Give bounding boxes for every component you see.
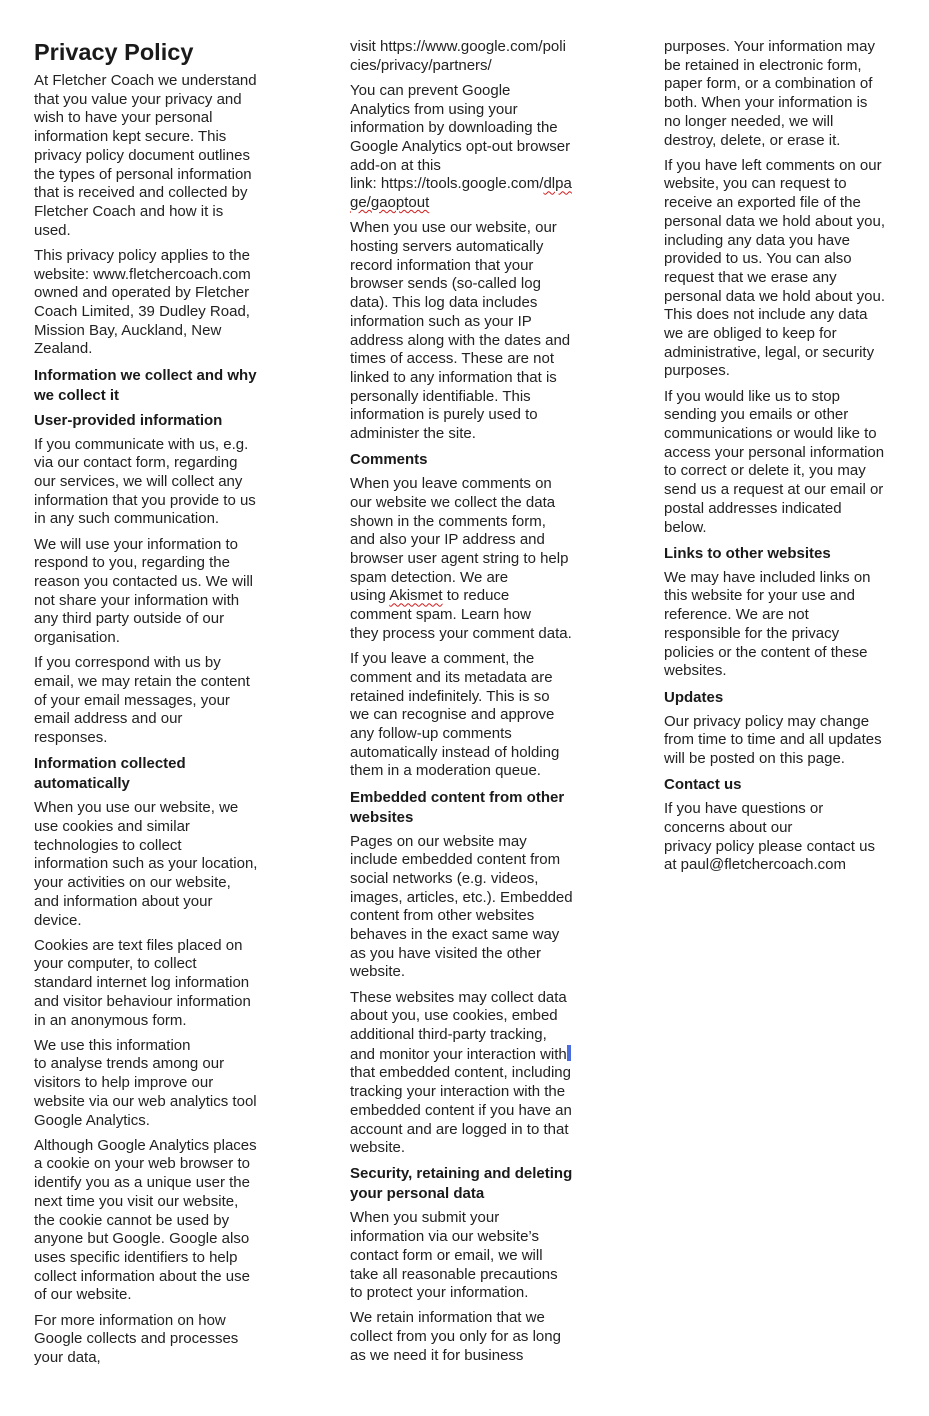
text-line: comment spam. Learn how [350, 606, 531, 624]
heading-updates: Updates [664, 688, 724, 706]
text-line: We will use your information to [34, 535, 238, 553]
text-line: hosting servers automatically [350, 238, 544, 256]
text-line: Security, retaining and deleting [350, 1165, 573, 1183]
text-line: social networks (e.g. videos, [350, 869, 539, 887]
text-line: personally identifiable. This [350, 387, 531, 405]
updates-paragraph [664, 713, 912, 769]
text-line: technologies to collect [34, 836, 182, 854]
text-line: privacy policy document outlines [34, 146, 250, 164]
comments-text-a [350, 475, 598, 587]
text-line: as you have visited the other [350, 944, 541, 962]
heading-collected-automatically [34, 754, 282, 794]
text-line: times of access. These are not [350, 350, 554, 368]
text-line: to analyse trends among our [34, 1055, 225, 1073]
text-line: websites. [664, 662, 727, 680]
text-line: and visitor behaviour information [34, 992, 251, 1010]
text-line: visit https://www.google.com/poli [350, 38, 566, 55]
auto-paragraph-4 [34, 1137, 282, 1305]
text-line: If you would like us to stop [664, 387, 840, 405]
text-line: take all reasonable precautions [350, 1265, 558, 1283]
text-line: Information collected [34, 755, 186, 773]
heading-links: Links to other websites [664, 544, 831, 562]
text-line: destroy, delete, or erase it. [664, 131, 841, 149]
retention-paragraph [664, 38, 912, 150]
text-line: Our privacy policy may change [664, 712, 870, 730]
text-line: a cookie on your web browser to [34, 1155, 250, 1173]
text-line: owned and operated by Fletcher [34, 284, 250, 302]
text-line: collect from you only for as long [350, 1328, 561, 1346]
text-line: this website for your use and [664, 587, 855, 605]
text-line: Fletcher Coach and how it is [34, 202, 224, 220]
text-line: your data, [34, 1348, 101, 1366]
auto-paragraph-2 [34, 937, 282, 1031]
text-line: be retained in electronic form, [664, 56, 862, 74]
text-line: When you leave comments on [350, 475, 552, 493]
text-line: additional third-party tracking, [350, 1026, 547, 1044]
text-line: concerns about our [664, 818, 793, 836]
text-line: administer the site. [350, 425, 476, 443]
text-line: address along with the dates and [350, 331, 571, 349]
text-line: your activities on our website, [34, 874, 231, 892]
column-1 [34, 38, 282, 1374]
text-line: our website we collect the data [350, 493, 556, 511]
text-line: including any data you have [664, 231, 850, 249]
auto-paragraph-3 [34, 1037, 282, 1131]
text-line: that is received and collected by [34, 184, 248, 202]
heading-embedded-content [350, 788, 598, 828]
text-line: If you have questions or [664, 800, 824, 818]
text-line: our services, we will collect any [34, 472, 243, 490]
text-line: next time you visit our website, [34, 1192, 239, 1210]
user-provided-paragraph-3 [34, 654, 282, 748]
security-paragraph-1 [350, 1209, 598, 1303]
text-line: not share your information with [34, 591, 240, 609]
text-line: privacy policy please contact us [664, 837, 875, 855]
security-paragraph-2 [350, 1309, 598, 1365]
text-line: administrative, legal, or security [664, 343, 875, 361]
text-line: both. When your information is [664, 94, 868, 112]
text-line: your computer, to collect [34, 955, 197, 973]
page-title: Privacy Policy [34, 39, 194, 65]
text-line: that you value your privacy and [34, 90, 242, 108]
text-line: This privacy policy applies to the [34, 246, 250, 264]
text-line: information by downloading the [350, 119, 558, 137]
text-line: include embedded content from [350, 851, 561, 869]
opt-out-link[interactable]: link: https://tools.google.com/dlpa [350, 175, 572, 193]
text-line: spam detection. We are [350, 568, 509, 586]
text-line: personal data we hold about you, [664, 212, 885, 230]
text-line: If you leave a comment, the [350, 650, 535, 668]
text-line: we can recognise and approve [350, 706, 555, 724]
embedded-text-a [350, 989, 598, 1045]
text-line: from time to time and all updates [664, 731, 882, 749]
text-line: Zealand. [34, 340, 93, 358]
text-line: cies/privacy/partners/ [350, 56, 492, 74]
text-line: add-on at this [350, 156, 441, 174]
text-line: Mission Bay, Auckland, New [34, 321, 222, 339]
text-line: retained indefinitely. This is so [350, 687, 550, 705]
text-line: content from other websites [350, 907, 535, 925]
text-line: Pages on our website may [350, 832, 527, 850]
text-line: website, you can request to [664, 175, 847, 193]
text-line: This does not include any data [664, 306, 868, 324]
links-paragraph [664, 569, 912, 681]
text-line: will be posted on this page. [664, 749, 845, 767]
export-data-paragraph [664, 157, 912, 381]
text-line: any follow-up comments [350, 724, 512, 742]
text-line: anyone but Google. Google also [34, 1230, 250, 1248]
text-line: below. [664, 518, 707, 536]
text-line: When you use our website, we [34, 799, 239, 817]
text-line: no longer needed, we will [664, 112, 834, 130]
text-line: If you correspond with us by [34, 654, 221, 672]
text-line: email address and our [34, 710, 183, 728]
text-line: standard internet log information [34, 974, 250, 992]
text-line: we are obliged to keep for [664, 325, 837, 343]
text-line: embedded content if you have an [350, 1101, 572, 1119]
text-line: You can prevent Google [350, 81, 511, 99]
text-line: they process your comment data. [350, 624, 572, 642]
text-line: respond to you, regarding the [34, 554, 230, 572]
stop-communications-paragraph [664, 388, 912, 538]
text-line: provided to us. You can also [664, 250, 852, 268]
text-line: access your personal information [664, 443, 885, 461]
text-line: responses. [34, 729, 108, 747]
user-provided-paragraph-2 [34, 536, 282, 648]
text-line: via our contact form, regarding [34, 454, 238, 472]
text-line: record information that your [350, 256, 534, 274]
text-line: visitors to help improve our [34, 1074, 214, 1092]
text-line: If you have left comments on our [664, 156, 882, 174]
heading-contact: Contact us [664, 776, 742, 794]
text-line: We use this information [34, 1036, 191, 1054]
heading-user-provided: User-provided information [34, 411, 223, 429]
text-line: shown in the comments form, [350, 512, 546, 530]
column-2 [350, 38, 598, 1372]
comments-paragraph-1 [350, 475, 598, 643]
text-line: website via our web analytics tool [34, 1092, 257, 1110]
text-line: about you, use cookies, embed [350, 1007, 558, 1025]
text-line: and also your IP address and [350, 531, 545, 549]
text-line: as we need it for business [350, 1346, 524, 1364]
text-line: Google collects and processes [34, 1330, 239, 1348]
text-line: comment and its metadata are [350, 668, 553, 686]
scope-paragraph [34, 247, 282, 359]
text-line: policies or the content of these [664, 643, 868, 661]
text-line: When you use our website, our [350, 219, 557, 237]
heading-information-we-collect [34, 366, 282, 406]
text-line: browser sends (so-called log [350, 275, 541, 293]
text-line: account and are logged in to that [350, 1120, 569, 1138]
opt-out-text [350, 82, 598, 176]
text-line: sending you emails or other [664, 406, 849, 424]
text-line: purposes. Your information may [664, 38, 875, 55]
heading-comments: Comments [350, 451, 428, 469]
text-line: that embedded content, including [350, 1064, 571, 1082]
text-line: linked to any information that is [350, 368, 557, 386]
text-line: website. [350, 963, 406, 981]
log-data-paragraph [350, 219, 598, 443]
text-line: Cookies are text files placed on [34, 936, 243, 954]
text-line: of your email messages, your [34, 691, 230, 709]
opt-out-paragraph [350, 82, 598, 213]
text-line: Google Analytics opt-out browser [350, 138, 571, 156]
text-line: postal addresses indicated [664, 499, 842, 517]
text-line: to correct or delete it, you may [664, 462, 866, 480]
text-line: data). This log data includes [350, 294, 538, 312]
text-line: your personal data [350, 1185, 485, 1203]
heading-security [350, 1164, 598, 1204]
user-provided-paragraph-1 [34, 436, 282, 530]
text-cursor [567, 1045, 571, 1061]
text-line: any third party outside of our [34, 610, 225, 628]
text-line: Although Google Analytics places [34, 1136, 257, 1154]
text-line: reference. We are not [664, 606, 809, 624]
comments-paragraph-2 [350, 650, 598, 781]
text-line: website: www.fletchercoach.com [34, 265, 251, 283]
text-line: device. [34, 911, 82, 929]
text-line: reason you contacted us. We will [34, 572, 254, 590]
text-line: collect information about the use [34, 1267, 250, 1285]
embedded-text-b [350, 1064, 598, 1158]
text-line: organisation. [34, 629, 120, 647]
text-line: request that we erase any [664, 268, 837, 286]
text-line: These websites may collect data [350, 988, 567, 1006]
text-line: communications or would like to [664, 425, 877, 443]
text-line: information that you provide to us [34, 491, 256, 509]
text-line: personal data we hold about you. [664, 287, 885, 305]
text-line: contact form or email, we will [350, 1246, 543, 1264]
spellcheck-underline: dlpa [543, 175, 572, 193]
text-line: in an anonymous form. [34, 1011, 187, 1029]
text-line: them in a moderation queue. [350, 762, 541, 780]
text-line: We may have included links on [664, 568, 871, 586]
text-line: Coach Limited, 39 Dudley Road, [34, 302, 250, 320]
text-line: When you submit your [350, 1209, 500, 1227]
text-line: website. [350, 1139, 406, 1157]
text-line: images, articles, etc.). Embedded [350, 888, 573, 906]
text-line: If you communicate with us, e.g. [34, 435, 249, 453]
auto-paragraph-1 [34, 799, 282, 930]
text-line: Embedded content from other [350, 788, 565, 806]
text-line: purposes. [664, 362, 730, 380]
embedded-paragraph-1 [350, 833, 598, 983]
text-line: automatically instead of holding [350, 743, 560, 761]
embedded-paragraph-2 [350, 989, 598, 1158]
auto-paragraph-5 [34, 1312, 282, 1368]
cursor-line: and monitor your interaction with [350, 1045, 598, 1065]
text-line: information kept secure. This [34, 128, 227, 146]
text-line: we collect it [34, 386, 120, 404]
text-line: At Fletcher Coach we understand [34, 72, 257, 89]
text-line: of our website. [34, 1286, 132, 1304]
text-line: used. [34, 221, 71, 239]
text-line: receive an exported file of the [664, 194, 861, 212]
comments-text-b [350, 606, 598, 643]
akismet-line: using Akismet to reduce [350, 587, 510, 605]
text-line: information such as your IP [350, 312, 532, 330]
text-line: to protect your information. [350, 1284, 529, 1302]
contact-paragraph [664, 800, 912, 875]
text-line: email, we may retain the content [34, 672, 250, 690]
google-partners-paragraph [350, 38, 598, 75]
text-line: Google Analytics. [34, 1111, 150, 1129]
text-line: uses specific identifiers to help [34, 1248, 238, 1266]
text-line: Information we collect and why [34, 366, 257, 384]
text-line: wish to have your personal [34, 109, 213, 127]
text-line: send us a request at our email or [664, 481, 884, 499]
text-line: responsible for the privacy [664, 624, 840, 642]
text-line: browser user agent string to help [350, 550, 569, 568]
text-line: Analytics from using your [350, 100, 518, 118]
text-line: tracking your interaction with the [350, 1083, 566, 1101]
text-line: at paul@fletchercoach.com [664, 856, 846, 874]
column-3 [664, 38, 912, 881]
akismet-link[interactable]: Akismet [389, 587, 443, 605]
text-line: information via our website’s [350, 1228, 539, 1246]
text-line: use cookies and similar [34, 818, 190, 835]
text-line: websites [350, 808, 414, 826]
text-line: the cookie cannot be used by [34, 1211, 230, 1229]
intro-paragraph [34, 72, 282, 240]
text-line: We retain information that we [350, 1309, 545, 1327]
text-line: in any such communication. [34, 510, 220, 528]
text-line: information is purely used to [350, 406, 538, 424]
text-line: and information about your [34, 892, 213, 910]
text-line: the types of personal information [34, 165, 252, 183]
text-line: automatically [34, 775, 130, 793]
text-line: information such as your location, [34, 855, 258, 873]
text-line: behaves in the exact same way [350, 926, 560, 944]
text-line: For more information on how [34, 1311, 226, 1329]
text-line: paper form, or a combination of [664, 75, 873, 93]
text-line: identify you as a unique user the [34, 1174, 250, 1192]
opt-out-link-continued[interactable]: ge/gaoptout [350, 194, 430, 212]
